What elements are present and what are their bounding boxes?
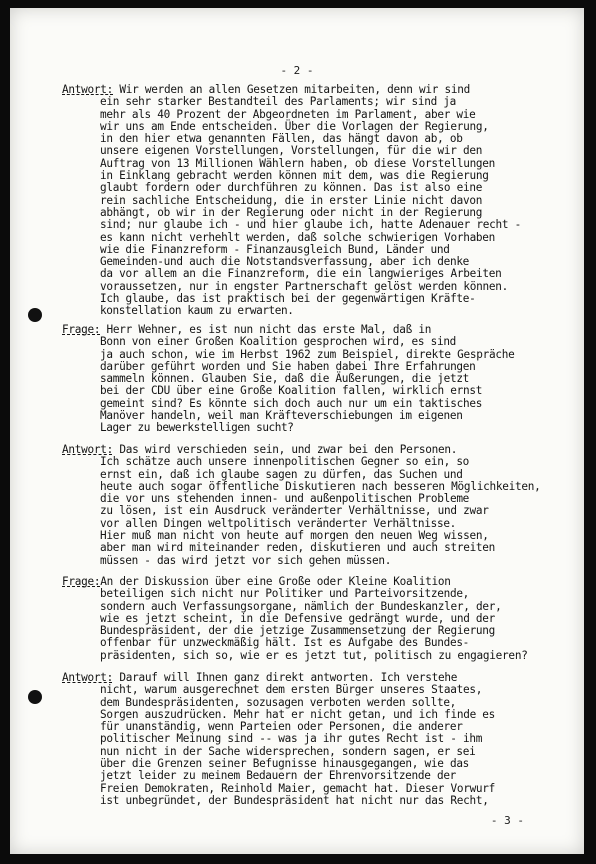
text-line: dem Bundespräsidenten, sozusagen verboten werden sollte, (100, 695, 457, 709)
text-line: rein sachliche Entscheidung, die in erster Linie nicht davon (100, 193, 483, 207)
text-line: Hier muß man nicht von heute auf morgen den neuen Weg wissen, (100, 529, 489, 543)
speaker-label: Antwort: (62, 83, 114, 96)
text-line: für unanständig, wenn Parteien oder Personen, die anderer (100, 720, 463, 734)
answer-section (62, 672, 582, 807)
text-line: die vor uns stehenden innen- und außenpolitischen Probleme (100, 492, 470, 506)
text-line: über die Grenzen seiner Befugnisse hinausgegangen, wie das (100, 757, 470, 771)
text-line: wie die Finanzreform - Finanzausgleich Bund, Länder und (100, 242, 450, 256)
answer-section (62, 444, 582, 567)
text-line: ist unbegründet, der Bundespräsident hat nicht nur das Recht, (100, 793, 489, 807)
punch-hole (28, 308, 42, 322)
text-line: wir uns am Ende entscheiden. Über die Vorlagen der Regierung, (100, 119, 489, 133)
text-line: Frage: Herr Wehner, es ist nun nicht das erste Mal, daß in (62, 323, 432, 336)
text-line: mehr als 40 Prozent der Abgeordneten im Parlament, aber wie (100, 107, 476, 121)
text-line: wie es jetzt scheint, in die Defensive gedrängt wurde, und der (100, 611, 496, 625)
speaker-label: Frage: (62, 323, 101, 336)
text-line: Lager zu bewerkstelligen sucht? (100, 421, 294, 435)
text-line: konstellation kaum zu erwarten. (100, 304, 294, 318)
speaker-label: Frage: (62, 575, 101, 588)
text-line: politischer Meinung sind -- was ja ihr gutes Recht ist - ihm (100, 732, 483, 746)
text-line: zu lösen, ist ein Ausdruck veränderter Verhältnisse, und zwar (100, 504, 489, 518)
text-line: Antwort: Das wird verschieden sein, und zwar bei den Personen. (62, 443, 458, 456)
text-line: aber man wird miteinander reden, diskutieren und auch streiten (100, 541, 496, 555)
text-line: sammeln können. Glauben Sie, daß die Äußerungen, die jetzt (100, 372, 470, 386)
text-line: ein sehr starker Bestandteil des Parlaments; wir sind ja (100, 95, 457, 109)
answer-section (62, 84, 582, 318)
page-number-bottom: - 3 - (490, 814, 524, 827)
text-line: Gemeinden-und auch die Notstandsverfassung, aber ich denke (100, 255, 470, 269)
text-line: nicht, warum ausgerechnet dem ersten Bürger unseres Staates, (100, 683, 483, 697)
page-number-top: - 2 - (280, 64, 314, 77)
text-line: in den hier etwa genannten Fällen, das hängt davon ab, ob (100, 132, 463, 146)
text-line: Antwort: Wir werden an allen Gesetzen mitarbeiten, denn wir sind (62, 83, 471, 96)
text-line: voraussetzen, nur in engster Partnerschaft gelöst werden können. (100, 279, 509, 293)
text-line: darüber geführt worden und Sie haben dabei Ihre Erfahrungen (100, 359, 476, 373)
text-line: jetzt leider zu meinem Bedauern der Ehrenvorsitzende der (100, 769, 457, 783)
text-line: Sorgen auszudrücken. Mehr hat er nicht getan, und ich finde es (100, 707, 496, 721)
text-line: vor allen Dingen weltpolitisch veränderter Verhältnisse. (100, 516, 457, 530)
text-line: glaubt fordern oder durchführen zu können. Das ist also eine (100, 181, 483, 195)
text-line: Bundespräsident, der die jetzige Zusammensetzung der Regierung (100, 624, 496, 638)
text-line: ernst ein, daß ich glaube sagen zu dürfen, das Suchen und (100, 467, 463, 481)
text-line: da vor allem an die Finanzreform, die ein langwieriges Arbeiten (100, 267, 502, 281)
text-line: Antwort: Darauf will Ihnen ganz direkt antworten. Ich verstehe (62, 671, 458, 684)
text-line: gemeint sind? Es könnte sich doch auch nur um ein taktisches (100, 396, 483, 410)
text-line: Frage:An der Diskussion über eine Große oder Kleine Koalition (62, 575, 451, 588)
text-line: sondern auch Verfassungsorgane, nämlich der Bundeskanzler, der, (100, 599, 502, 613)
text-line: Ich glaube, das ist praktisch bei der gegenwärtigen Kräfte- (100, 292, 476, 306)
speaker-label: Antwort: (62, 671, 113, 684)
text-line: Auftrag von 13 Millionen Wählern haben, ob diese Vorstellungen (100, 156, 496, 170)
text-line: unsere eigenen Vorstellungen, Vorstellungen, für die wir den (100, 144, 483, 158)
text-line: nun nicht in der Sache widersprechen, sondern sagen, er sei (100, 744, 476, 758)
punch-hole (28, 690, 42, 704)
text-line: Ich schätze auch unsere innenpolitischen Gegner so ein, so (100, 455, 470, 469)
text-line: Bonn von einer Großen Koalition gesprochen wird, es sind (100, 335, 457, 349)
text-line: abhängt, ob wir in der Regierung oder nicht in der Regierung (100, 205, 483, 219)
text-line: ja auch schon, wie im Herbst 1962 zum Beispiel, direkte Gespräche (100, 347, 515, 361)
text-line: bei der CDU über eine Große Koalition fallen, wirklich ernst (100, 384, 483, 398)
text-line: sind; nur glaube ich - und hier glaube ich, hatte Adenauer recht - (100, 218, 522, 232)
question-section (62, 576, 582, 662)
text-line: Manöver handeln, weil man Kräfteverschiebungen im eigenen (100, 409, 463, 423)
text-line: müssen - das wird jetzt vor sich gehen müssen. (100, 553, 392, 567)
text-line: es kann nicht verhehlt werden, daß solche schwierigen Vorhaben (100, 230, 496, 244)
text-line: in Einklang gebracht werden können mit dem, was die Regierung (100, 169, 489, 183)
text-line: offenbar für unzweckmäßig hält. Ist es Aufgabe des Bundes- (100, 636, 470, 650)
document-page (10, 8, 584, 854)
speaker-label: Antwort: (62, 443, 113, 456)
question-section (62, 324, 582, 435)
text-line: präsidenten, sich so, wie er es jetzt tut, politisch zu engagieren? (100, 648, 528, 662)
text-line: Freien Demokraten, Reinhold Maier, gemacht hat. Dieser Vorwurf (100, 781, 496, 795)
text-line: heute auch sogar öffentliche Diskutieren nach besseren Möglichkeiten, (100, 479, 541, 493)
text-line: beteiligen sich nicht nur Politiker und Parteivorsitzende, (100, 587, 470, 601)
